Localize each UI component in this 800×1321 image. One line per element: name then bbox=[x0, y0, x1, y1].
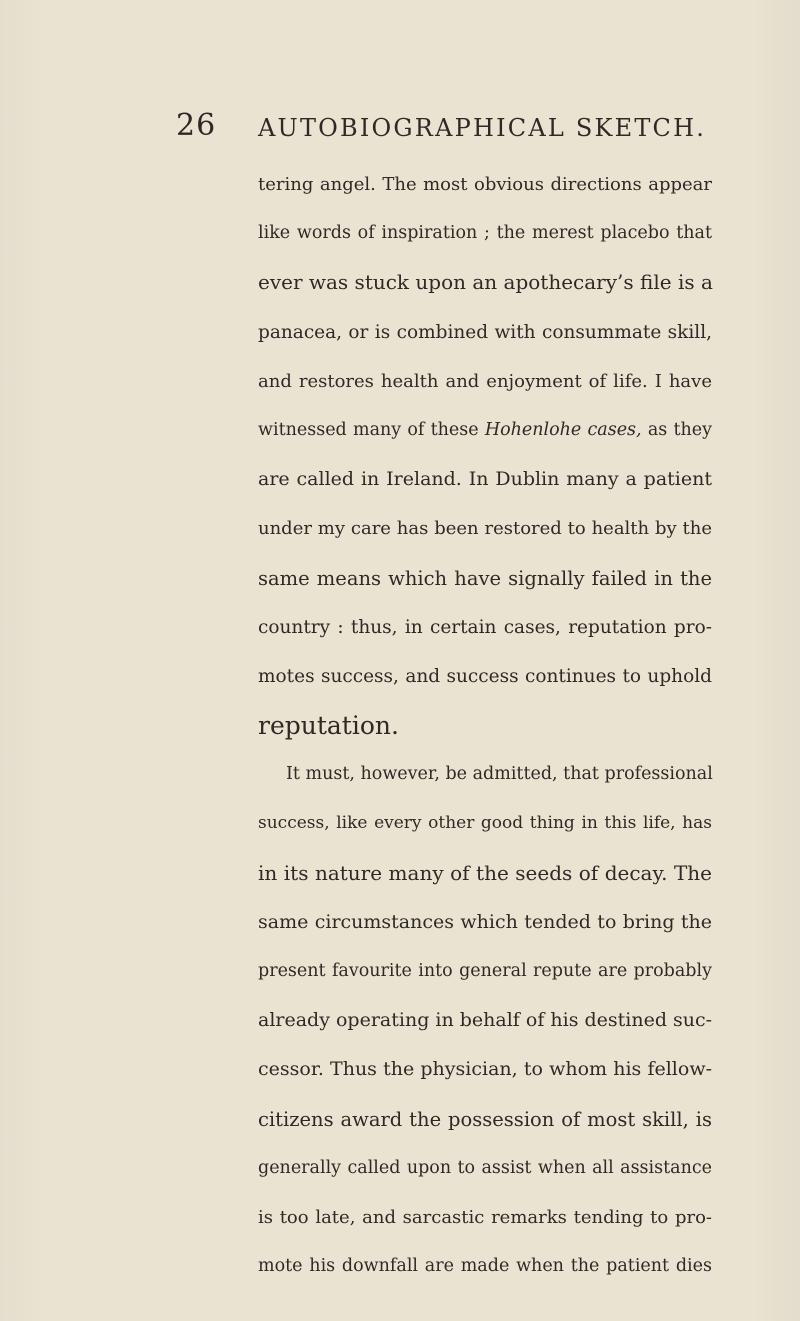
text-line: in its nature many of the seeds of decay. The bbox=[258, 860, 712, 885]
page-number: 26 bbox=[176, 108, 217, 143]
text-line: are called in Ireland. In Dublin many a patient bbox=[258, 468, 712, 491]
text-line: present favourite into general repute are probably bbox=[258, 961, 712, 981]
body-text bbox=[258, 160, 712, 1291]
italic-term: Hohenlohe cases, bbox=[484, 419, 642, 440]
running-head-title: AUTOBIOGRAPHICAL SKETCH. bbox=[258, 114, 707, 142]
text-line: citizens award the possession of most skill, is bbox=[258, 1107, 712, 1131]
text-line: country : thus, in certain cases, reputation pro- bbox=[258, 616, 712, 638]
text-line: tering angel. The most obvious directions appear bbox=[258, 174, 712, 195]
text-segment: as they bbox=[641, 419, 712, 440]
text-line: same circumstances which tended to bring the bbox=[258, 910, 712, 933]
text-line: motes success, and success continues to uphold bbox=[258, 665, 712, 687]
text-segment: witnessed many of these bbox=[258, 419, 485, 440]
text-line: mote his downfall are made when the patient dies bbox=[258, 1256, 712, 1277]
text-line: cessor. Thus the physician, to whom his fellow- bbox=[258, 1058, 712, 1081]
text-line: success, like every other good thing in this life, has bbox=[258, 813, 712, 834]
text-line: already operating in behalf of his destined suc- bbox=[258, 1009, 713, 1032]
text-line: and restores health and enjoyment of life. I have bbox=[258, 370, 712, 392]
text-line: It must, however, be admitted, that professional bbox=[286, 764, 713, 785]
text-line: same means which have signally failed in the bbox=[258, 566, 712, 590]
text-line: is too late, and sarcastic remarks tending to pro- bbox=[258, 1206, 712, 1228]
text-line: panacea, or is combined with consummate skill, bbox=[258, 321, 712, 343]
text-line: reputation. bbox=[258, 711, 399, 741]
text-line: like words of inspiration ; the merest placebo that bbox=[258, 223, 712, 244]
running-head bbox=[0, 106, 800, 146]
text-line: ever was stuck upon an apothecary’s file is a bbox=[258, 270, 713, 295]
text-line: generally called upon to assist when all assistance bbox=[258, 1157, 712, 1178]
text-line: under my care has been restored to health by the bbox=[258, 518, 712, 540]
text-line bbox=[258, 406, 712, 455]
